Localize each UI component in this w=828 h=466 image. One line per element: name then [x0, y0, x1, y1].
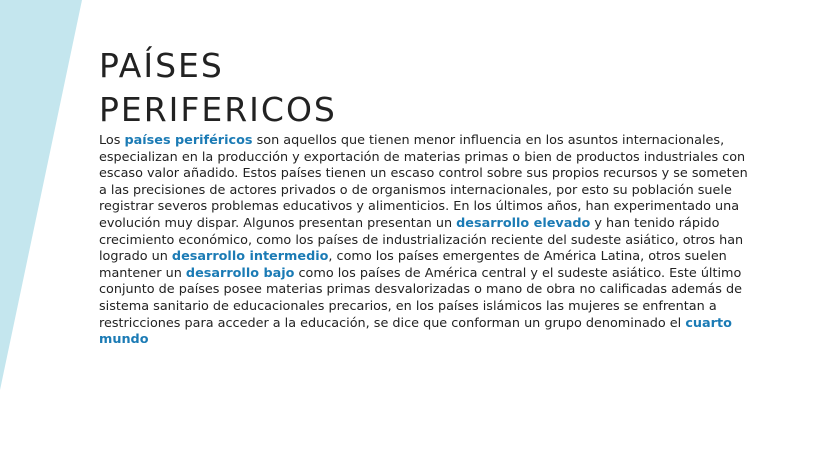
- body-text-segment: como los países de América central y el sudeste asiático. Este último conjunto de países posee materias primas desvalorizadas o mano de obra no calificadas además de sistema sanitario de educacionales precarios, en los países islámicos las mujeres se enfrentan a restricciones para acceder a la educación, se dice que conforman un grupo denominado el: [99, 265, 742, 331]
- page-title-line-2: PERIFERICOS: [99, 90, 337, 129]
- highlight-term-desarrollo-intermedio: desarrollo intermedio: [171, 249, 329, 265]
- page-title-line-1: PAÍSES: [99, 46, 224, 85]
- page-title: [99, 44, 337, 132]
- body-text-segment: , como los países emergentes de América Latina, otros suelen mantener un: [99, 249, 727, 281]
- body-text-segment: y han tenido rápido crecimiento económico, como los países de industrialización reciente del sudeste asiático, otros han logrado un: [99, 215, 744, 265]
- highlight-term-desarrollo-bajo: desarrollo bajo: [185, 265, 295, 281]
- highlight-term-desarrollo-elevado: desarrollo elevado: [456, 215, 591, 231]
- highlight-term-cuarto-mundo: cuarto mundo: [99, 315, 732, 348]
- body-paragraph: [99, 133, 754, 349]
- highlight-term-paises-perifericos: países periféricos: [124, 133, 253, 148]
- body-text-segment: Los: [99, 133, 125, 148]
- body-text-segment: son aquellos que tienen menor influencia en los asuntos internacionales, especializan en la producción y exportación de materias primas o bien de productos industriales con escaso valor añadido. Estos países tienen un escaso control sobre sus propios recursos y se someten a las precisiones de actores privados o de organismos internacionales, por esto su población suele registrar severos problemas educativos y alimenticios. En los últimos años, han experimentado una evolución muy dispar. Algunos presentan presentan un: [99, 133, 748, 231]
